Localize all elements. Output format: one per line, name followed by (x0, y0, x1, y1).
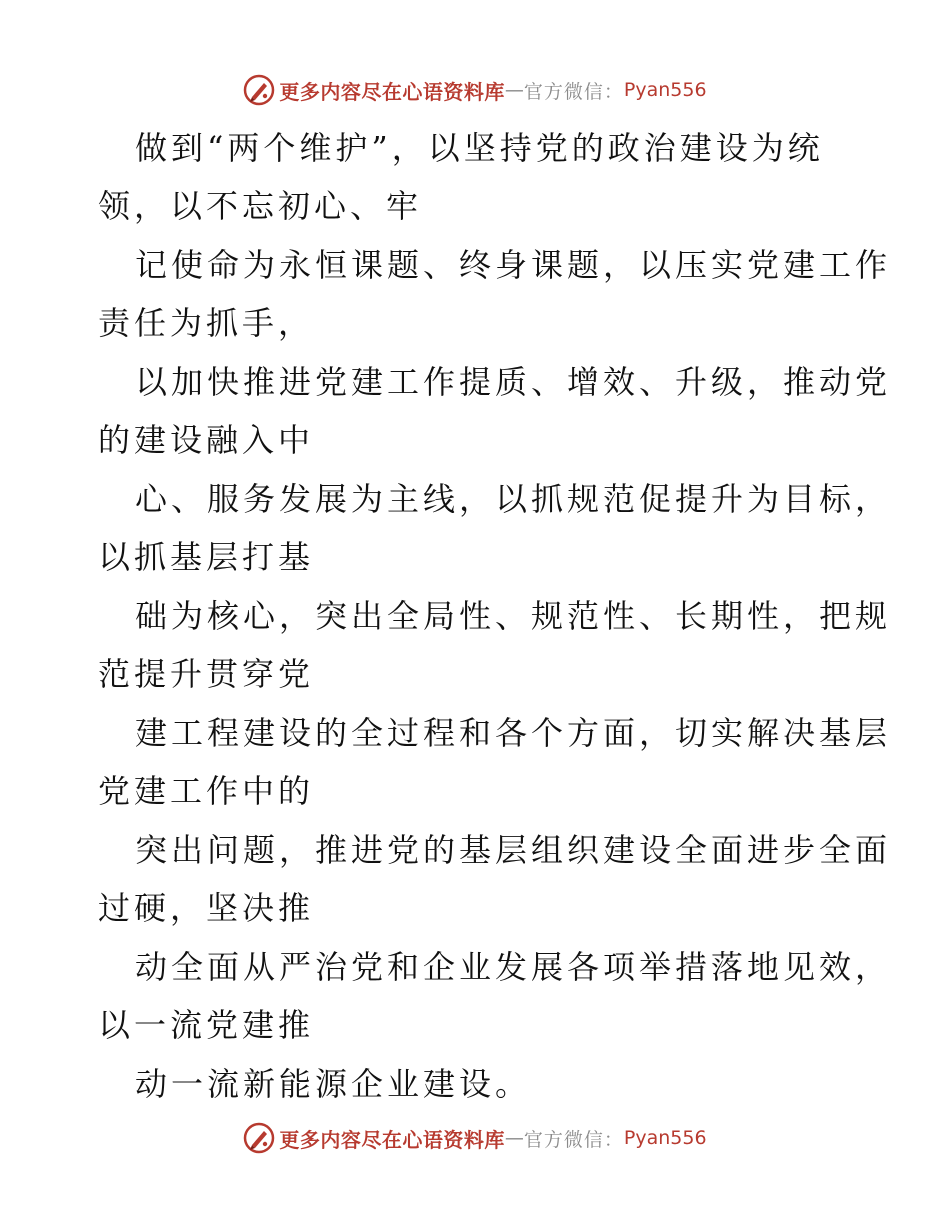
watermark-wechat-label: 官方微信： (523, 1128, 624, 1151)
pen-logo-icon (243, 1122, 275, 1154)
body-line: 动全面从严治党和企业发展各项举措落地见效， (135, 948, 892, 986)
body-line: 突出问题，推进党的基层组织建设全面进步全面 (135, 831, 892, 869)
pen-logo-icon (243, 74, 275, 106)
footer-watermark (0, 1118, 950, 1158)
body-line: 以抓基层打基 (98, 538, 315, 576)
body-line: 范提升贯穿党 (98, 655, 315, 693)
body-line: 动一流新能源企业建设。 (135, 1065, 532, 1103)
body-line: 以加快推进党建工作提质、增效、升级，推动党 (135, 363, 892, 401)
body-line: 责任为抓手， (98, 304, 315, 342)
header-watermark (0, 70, 950, 110)
watermark-dash: — (504, 79, 524, 101)
body-line: 的建设融入中 (98, 421, 315, 459)
watermark-site-text: 更多内容尽在心语资料库 (279, 1127, 505, 1152)
body-line: 党建工作中的 (98, 772, 315, 810)
watermark-wechat-id: Pyan556 (623, 1127, 707, 1149)
body-line: 做到“两个维护”，以坚持党的政治建设为统 (135, 129, 824, 167)
watermark-wechat-label: 官方微信： (523, 80, 624, 103)
body-line: 础为核心，突出全局性、规范性、长期性，把规 (135, 597, 892, 635)
watermark-site-text: 更多内容尽在心语资料库 (279, 79, 505, 104)
body-line: 建工程建设的全过程和各个方面，切实解决基层 (135, 714, 892, 752)
body-line: 心、服务发展为主线，以抓规范促提升为目标， (135, 480, 892, 518)
watermark-wechat-id: Pyan556 (623, 79, 707, 101)
body-line: 领，以不忘初心、牢 (98, 187, 423, 225)
body-line: 过硬，坚决推 (98, 889, 315, 927)
body-line: 以一流党建推 (98, 1006, 315, 1044)
watermark-dash: — (504, 1127, 524, 1149)
body-line: 记使命为永恒课题、终身课题，以压实党建工作 (135, 246, 892, 284)
